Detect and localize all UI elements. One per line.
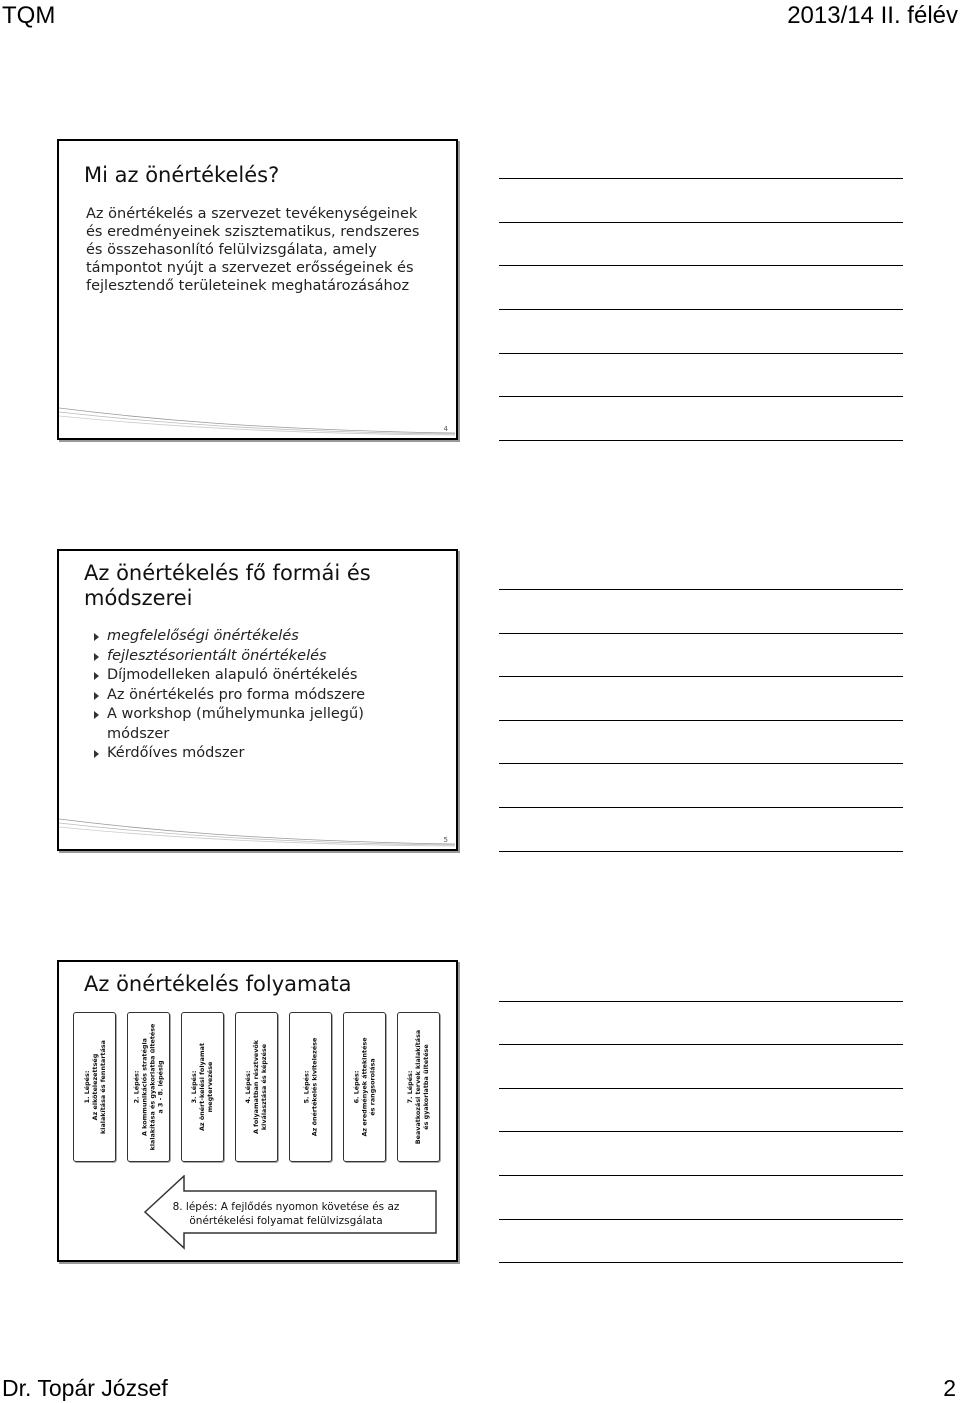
step-5-label: 5. Lépés: Az önértékelés kivitelezése (302, 1037, 319, 1137)
footer-page-number: 2 (943, 1375, 956, 1401)
slide-2 (57, 549, 458, 851)
slide-2-title: Az önértékelés fő formái és módszerei (84, 561, 371, 610)
step-3-box (181, 1012, 224, 1162)
slide-1-page-number: 4 (443, 425, 448, 433)
step-1-box (73, 1012, 116, 1162)
slide-1 (57, 139, 458, 440)
list-item: Kérdőíves módszer (92, 744, 407, 764)
step-2-label: 2. Lépés: A kommunikációs stratégia kialakítása és gyakorlatba ültetése a 3 - 8. lépésig (132, 1023, 165, 1151)
step-4-box (235, 1012, 278, 1162)
step-4-label: 4. Lépés: A folyamatban résztvevők kiválasztása és képzése (244, 1039, 269, 1135)
footer-author: Dr. Topár József (2, 1375, 168, 1401)
step-6-label: 6. Lépés: Az eredmények áttekintése és rangsorolása (352, 1037, 377, 1137)
list-item: A workshop (műhelymunka jellegű) módszer (92, 705, 407, 744)
step-6-box (343, 1012, 386, 1162)
step-8-label: 8. lépés: A fejlődés nyomon követése és az önértékelési folyamat felülvizsgálata (172, 1201, 400, 1227)
slide-2-page-number: 5 (443, 836, 448, 844)
slide-1-swoosh-decoration (59, 398, 456, 438)
step-7-box (397, 1012, 440, 1162)
slide-1-title: Mi az önértékelés? (84, 163, 280, 187)
slide-2-swoosh-decoration (59, 809, 456, 849)
header-right: 2013/14 II. félév (787, 2, 958, 29)
list-item: Díjmodelleken alapuló önértékelés (92, 666, 407, 686)
step-1-label: 1. Lépés: Az elkötelezettség kialakítása és fenntartása (82, 1040, 107, 1134)
slide-3 (57, 960, 458, 1262)
step-5-box (289, 1012, 332, 1162)
slide-3-title: Az önértékelés folyamata (84, 972, 352, 996)
header-left: TQM (2, 2, 56, 29)
slide-1-body: Az önértékelés a szervezet tevékenységeinek és eredményeinek szisztematikus, rendszeres és összehasonlító felülvizsgálata, amely támpontot nyújt a szervezet erősségeinek és fejlesztendő területeinek meghatározásához (86, 206, 420, 294)
step-7-label: 7. Lépés: Beavatkozási tervek kialakítása és gyakorlatba ültetése (406, 1029, 431, 1145)
step-2-box (127, 1012, 170, 1162)
slide-2-bullet-list (92, 627, 407, 764)
step-3-label: 3. Lépés: Az önért-kelési folyamat megtervezése (190, 1042, 215, 1132)
list-item: Az önértékelés pro forma módszere (92, 686, 407, 706)
list-item: megfelelőségi önértékelés (92, 627, 407, 647)
list-item: fejlesztésorientált önértékelés (92, 647, 407, 667)
